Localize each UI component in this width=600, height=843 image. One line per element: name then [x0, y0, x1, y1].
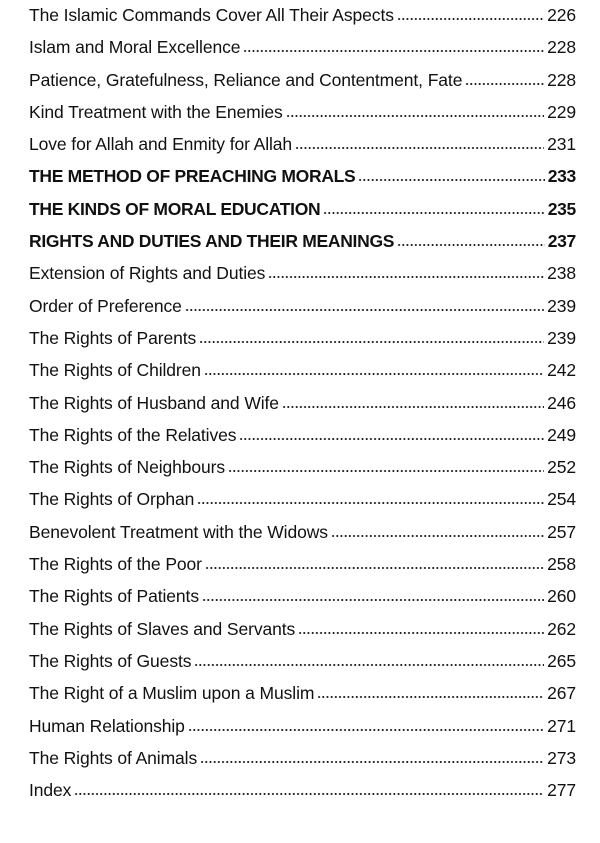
toc-entry — [29, 489, 576, 521]
toc-entry-page-number: 231 — [547, 134, 576, 155]
toc-entry-title: The Rights of the Relatives — [29, 424, 237, 445]
dot-leader — [228, 469, 544, 473]
toc-entry — [29, 393, 576, 425]
toc-entry — [29, 37, 576, 69]
toc-entry-page-number: 242 — [547, 360, 576, 381]
toc-entry-page-number: 252 — [547, 457, 576, 478]
toc-entry-title: The Rights of Husband and Wife — [29, 392, 279, 413]
toc-entry-title: Islam and Moral Excellence — [29, 37, 241, 58]
toc-entry-title: Patience, Gratefulness, Reliance and Contentment, Fate — [29, 69, 463, 90]
toc-entry-page-number: 229 — [547, 101, 576, 122]
toc-entry-title: Index — [29, 780, 72, 801]
toc-entry-page-number: 228 — [547, 37, 576, 58]
toc-entry-page-number: 260 — [547, 586, 576, 607]
table-of-contents — [29, 5, 576, 812]
toc-entry-title: The Rights of Parents — [29, 327, 197, 348]
toc-entry — [29, 70, 576, 102]
dot-leader — [286, 114, 544, 118]
toc-entry-title: The Rights of Children — [29, 360, 201, 381]
toc-entry-page-number: 277 — [547, 780, 576, 801]
dot-leader — [74, 792, 544, 796]
dot-leader — [200, 760, 544, 764]
toc-entry-page-number: 237 — [547, 231, 576, 252]
toc-entry — [29, 360, 576, 392]
toc-entry — [29, 425, 576, 457]
toc-entry — [29, 166, 576, 198]
toc-entry-page-number: 273 — [547, 747, 576, 768]
toc-entry — [29, 457, 576, 489]
dot-leader — [185, 308, 544, 312]
toc-entry-page-number: 254 — [547, 489, 576, 510]
dot-leader — [465, 82, 544, 86]
toc-entry-title: THE KINDS OF MORAL EDUCATION — [29, 198, 321, 219]
toc-entry — [29, 586, 576, 618]
toc-entry-title: The Rights of Guests — [29, 650, 192, 671]
toc-entry-title: The Right of a Muslim upon a Muslim — [29, 683, 315, 704]
dot-leader — [397, 17, 544, 21]
toc-entry — [29, 651, 576, 683]
toc-entry-page-number: 239 — [547, 295, 576, 316]
toc-entry-title: The Rights of Patients — [29, 586, 199, 607]
dot-leader — [194, 663, 544, 667]
dot-leader — [188, 728, 544, 732]
dot-leader — [331, 534, 544, 538]
toc-entry — [29, 619, 576, 651]
toc-entry — [29, 328, 576, 360]
toc-entry-title: Benevolent Treatment with the Widows — [29, 521, 328, 542]
toc-entry — [29, 102, 576, 134]
dot-leader — [298, 631, 544, 635]
toc-entry — [29, 780, 576, 812]
toc-entry-page-number: 228 — [547, 69, 576, 90]
dot-leader — [323, 211, 544, 215]
toc-entry-title: The Rights of Animals — [29, 747, 198, 768]
toc-entry — [29, 134, 576, 166]
toc-entry-title: Extension of Rights and Duties — [29, 263, 266, 284]
toc-entry-page-number: 238 — [547, 263, 576, 284]
dot-leader — [239, 437, 544, 441]
toc-entry-page-number: 226 — [547, 5, 576, 25]
toc-entry — [29, 748, 576, 780]
toc-entry-page-number: 235 — [547, 198, 576, 219]
dot-leader — [205, 566, 544, 570]
toc-entry-page-number: 258 — [547, 554, 576, 575]
dot-leader — [243, 49, 544, 53]
toc-entry-page-number: 257 — [547, 521, 576, 542]
toc-entry — [29, 231, 576, 263]
toc-entry-title: The Islamic Commands Cover All Their Aspects — [29, 5, 394, 25]
toc-entry-title: The Rights of Slaves and Servants — [29, 618, 296, 639]
dot-leader — [202, 598, 544, 602]
dot-leader — [197, 501, 544, 505]
dot-leader — [295, 146, 544, 150]
toc-entry — [29, 522, 576, 554]
toc-entry-page-number: 239 — [547, 327, 576, 348]
toc-entry — [29, 5, 576, 37]
toc-entry — [29, 554, 576, 586]
dot-leader — [268, 275, 544, 279]
dot-leader — [204, 372, 544, 376]
toc-entry-page-number: 265 — [547, 650, 576, 671]
dot-leader — [317, 695, 544, 699]
toc-entry — [29, 683, 576, 715]
toc-entry — [29, 263, 576, 295]
dot-leader — [358, 178, 544, 182]
dot-leader — [282, 405, 544, 409]
toc-entry-page-number: 271 — [547, 715, 576, 736]
toc-entry-page-number: 249 — [547, 424, 576, 445]
toc-entry-page-number: 246 — [547, 392, 576, 413]
toc-entry-title: THE METHOD OF PREACHING MORALS — [29, 166, 356, 187]
dot-leader — [199, 340, 544, 344]
toc-entry — [29, 199, 576, 231]
dot-leader — [397, 243, 545, 247]
toc-entry-page-number: 233 — [547, 166, 576, 187]
toc-entry-title: Kind Treatment with the Enemies — [29, 101, 283, 122]
toc-entry-title: The Rights of Orphan — [29, 489, 195, 510]
toc-entry-page-number: 262 — [547, 618, 576, 639]
toc-entry — [29, 296, 576, 328]
toc-entry-title: The Rights of the Poor — [29, 554, 202, 575]
toc-entry-page-number: 267 — [547, 683, 576, 704]
toc-entry-title: The Rights of Neighbours — [29, 457, 226, 478]
toc-entry-title: Human Relationship — [29, 715, 185, 736]
toc-entry — [29, 716, 576, 748]
toc-entry-title: Order of Preference — [29, 295, 182, 316]
toc-entry-title: Love for Allah and Enmity for Allah — [29, 134, 293, 155]
toc-entry-title: RIGHTS AND DUTIES AND THEIR MEANINGS — [29, 231, 395, 252]
